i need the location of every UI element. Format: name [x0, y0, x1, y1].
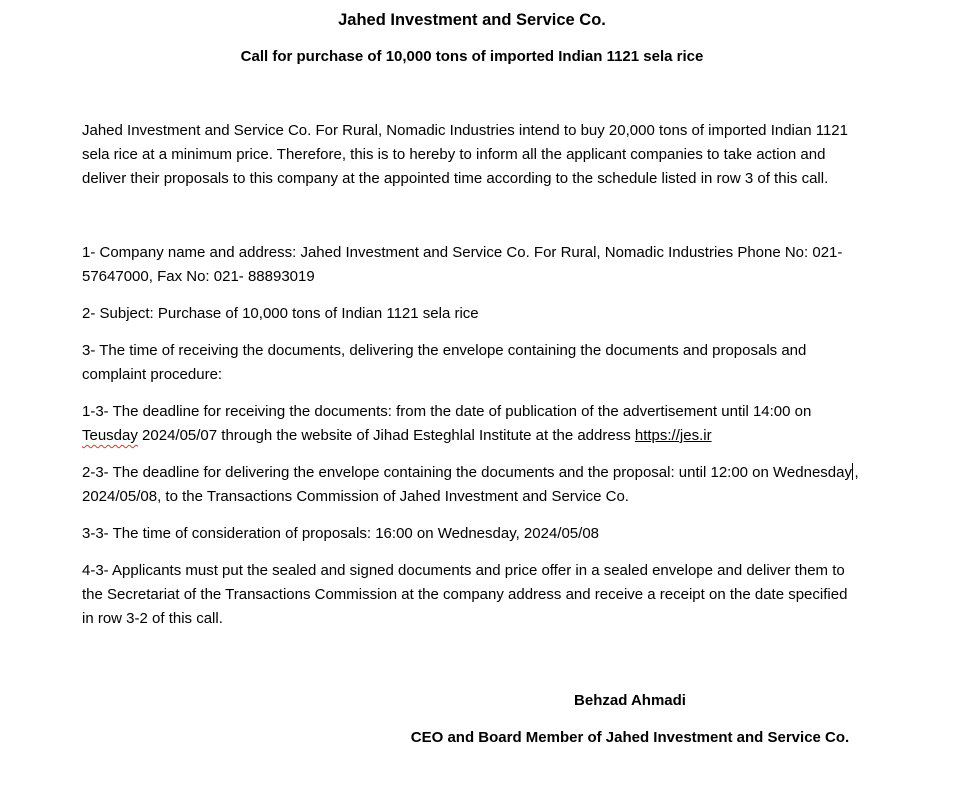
- deadline-receiving-text-before: 1-3- The deadline for receiving the documents: from the date of publication of the advertisement until 14:00 on: [82, 403, 812, 420]
- signatory-name: Behzad Ahmadi: [574, 692, 686, 709]
- misspelled-word: Teusday: [82, 427, 138, 444]
- item-3-3-consideration: 3-3- The time of consideration of proposals: 16:00 on Wednesday, 2024/05/08: [82, 525, 600, 542]
- item-3-schedule: 3- The time of receiving the documents, delivering the envelope containing the documents and proposals and complaint procedure:: [82, 342, 807, 383]
- item-2-subject: 2- Subject: Purchase of 10,000 tons of Indian 1121 sela rice: [82, 305, 479, 322]
- deadline-delivering-text-after: , 2024/05/08, to the Transactions Commission of Jahed Investment and Service Co.: [82, 464, 859, 505]
- signature-block: [82, 689, 862, 750]
- deadline-delivering-text-before: 2-3- The deadline for delivering the envelope containing the documents and the proposal: until 12:00 on Wednesday: [82, 464, 852, 481]
- blank-line: [82, 82, 862, 119]
- blank-line: [82, 204, 862, 241]
- intro-paragraph: Jahed Investment and Service Co. For Rural, Nomadic Industries intend to buy 20,000 tons of imported Indian 1121 sela rice at a minimum price. Therefore, this is to hereby to inform all the applicant companies to take action and deliver their proposals to this company at the appointed time according to the schedule listed in row 3 of this call.: [82, 122, 848, 187]
- item-4-3-envelope-instructions: 4-3- Applicants must put the sealed and signed documents and price offer in a sealed envelope and deliver them to the Secretariat of the Transactions Commission at the company address and receive a receipt on the date specified in row 3-2 of this call.: [82, 562, 848, 627]
- item-1-company-name: 1- Company name and address: Jahed Investment and Service Co. For Rural, Nomadic Industries Phone No: 021-57647000, Fax No: 021- 88893019: [82, 244, 843, 285]
- website-link[interactable]: https://jes.ir: [634, 427, 712, 444]
- item-2-3-deadline-delivering: [82, 461, 862, 509]
- item-1-3-deadline-receiving: [82, 400, 862, 448]
- signatory-title: CEO and Board Member of Jahed Investment and Service Co.: [410, 729, 850, 746]
- deadline-receiving-text-after: 2024/05/07 through the website of Jihad Esteghlal Institute at the address: [137, 427, 635, 444]
- document-subtitle: Call for purchase of 10,000 tons of imported Indian 1121 sela rice: [240, 48, 704, 65]
- document-title: Jahed Investment and Service Co.: [338, 11, 606, 29]
- blank-line: [82, 644, 862, 681]
